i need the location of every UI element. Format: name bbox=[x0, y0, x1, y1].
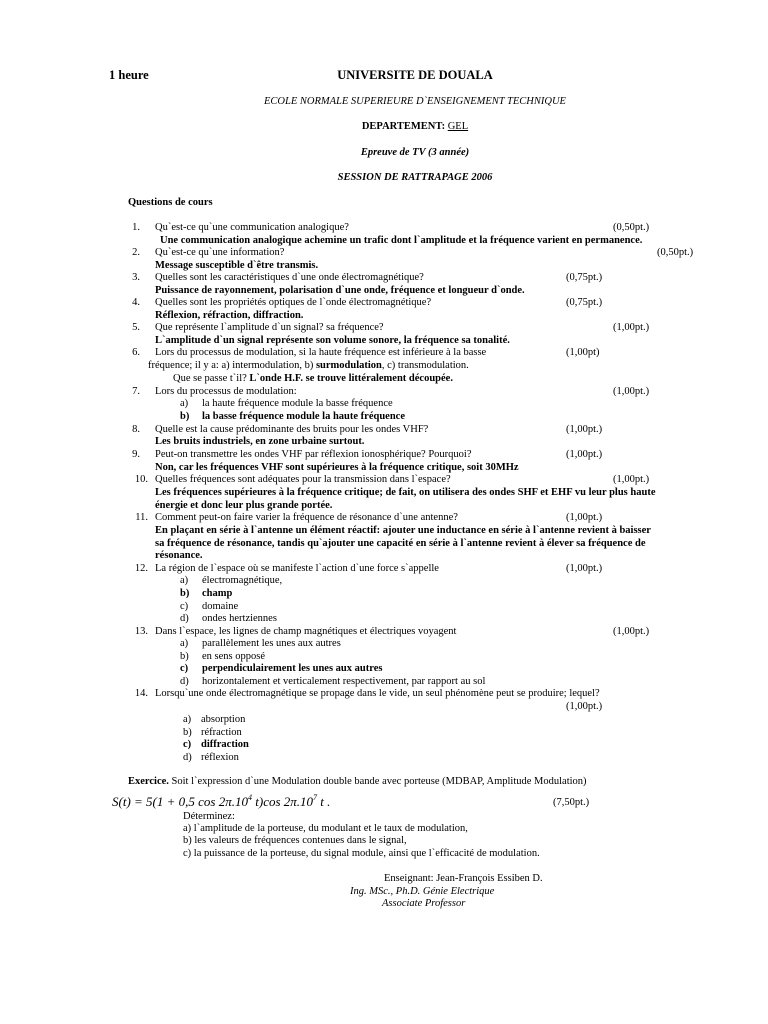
teacher-title: Associate Professor bbox=[382, 898, 466, 909]
option-label: c) bbox=[180, 601, 189, 612]
question-points: (1,00pt.) bbox=[566, 449, 603, 460]
exercise-determine: Déterminez: bbox=[183, 811, 235, 822]
option-text: réfraction bbox=[201, 727, 242, 738]
exercise-item: b) les valeurs de fréquences contenues dans le signal, bbox=[183, 835, 407, 846]
question-number: 4. bbox=[132, 297, 140, 308]
question-points: (0,50pt.) bbox=[657, 247, 694, 258]
question-points: (1,00pt.) bbox=[613, 626, 650, 637]
option-text: horizontalement et verticalement respectivement, par rapport au sol bbox=[202, 676, 486, 687]
formula-part: t)cos 2π.10 bbox=[252, 794, 314, 809]
option-label: d) bbox=[183, 752, 192, 763]
answer-text-continued: sa fréquence de résonance, tandis qu`ajouter une capacité en série à l`antenne revient à élever sa fréquence de bbox=[155, 538, 646, 549]
teacher-degree: Ing. MSc., Ph.D. Génie Electrique bbox=[350, 886, 495, 897]
section-title: Questions de cours bbox=[128, 197, 213, 208]
duration: 1 heure bbox=[109, 68, 149, 82]
option-text: ondes hertziennes bbox=[202, 613, 277, 624]
exercise-statement bbox=[128, 776, 587, 788]
question-text: Peut-on transmettre les ondes VHF par réflexion ionosphérique? Pourquoi? bbox=[155, 449, 472, 460]
question-points: (1,00pt) bbox=[566, 347, 600, 358]
answer-text-continued: énergie et donc leur plus grande portée. bbox=[155, 500, 333, 511]
answer-text: Puissance de rayonnement, polarisation d`une onde, fréquence et longueur d`onde. bbox=[155, 285, 525, 296]
department-line bbox=[300, 121, 530, 133]
option-label: a) bbox=[183, 714, 192, 725]
question-text: Qu`est-ce qu`une information? bbox=[155, 247, 285, 258]
option-label-correct: b) bbox=[180, 588, 190, 599]
option-label: d) bbox=[180, 613, 189, 624]
exam-name: Epreuve de TV (3 année) bbox=[360, 147, 470, 158]
option-text: parallèlement les unes aux autres bbox=[202, 638, 341, 649]
answer-text: L`amplitude d`un signal représente son volume sonore, la fréquence sa tonalité. bbox=[155, 335, 510, 346]
option-label: b) bbox=[183, 727, 192, 738]
question-text-continued bbox=[148, 360, 469, 372]
question-points: (1,00pt.) bbox=[613, 474, 650, 485]
answer-inline: surmodulation bbox=[315, 360, 382, 371]
department-label: DEPARTEMENT: bbox=[361, 121, 446, 132]
option-text: électromagnétique, bbox=[202, 575, 283, 586]
question-text: Quelle est la cause prédominante des bruits pour les ondes VHF? bbox=[155, 424, 429, 435]
option-text-correct: la basse fréquence module la haute fréquence bbox=[202, 411, 405, 422]
question-points: (1,00pt.) bbox=[613, 322, 650, 333]
session-title: SESSION DE RATTRAPAGE 2006 bbox=[337, 172, 493, 183]
question-points: (0,75pt.) bbox=[566, 272, 603, 283]
question-number: 2. bbox=[132, 247, 140, 258]
question-number: 13. bbox=[134, 626, 148, 637]
question-number: 9. bbox=[132, 449, 140, 460]
answer-text: Les bruits industriels, en zone urbaine surtout. bbox=[155, 436, 365, 447]
exercise-item: a) l`amplitude de la porteuse, du modulant et le taux de modulation, bbox=[183, 823, 468, 834]
question-number: 14. bbox=[134, 688, 148, 699]
option-text: domaine bbox=[202, 601, 239, 612]
department-value: GEL bbox=[447, 121, 469, 132]
question-number: 1. bbox=[132, 222, 140, 233]
question-text-part: Que se passe t`il? bbox=[173, 373, 250, 384]
question-points: (0,50pt.) bbox=[613, 222, 650, 233]
question-text: Quelles sont les caractéristiques d`une onde électromagnétique? bbox=[155, 272, 424, 283]
question-number: 3. bbox=[132, 272, 140, 283]
question-number: 5. bbox=[132, 322, 140, 333]
question-subquestion bbox=[173, 373, 453, 385]
option-label: a) bbox=[180, 638, 189, 649]
option-text: réflexion bbox=[201, 752, 239, 763]
answer-text: En plaçant en série à l`antenne un élément réactif: ajouter une inductance en série à l`antenne revient à baisser bbox=[155, 525, 651, 536]
question-number: 12. bbox=[134, 563, 148, 574]
answer-text: Message susceptible d`être transmis. bbox=[155, 260, 319, 271]
exercise-item: c) la puissance de la porteuse, du signal module, ainsi que l`efficacité de modulation. bbox=[183, 848, 540, 859]
modulation-formula bbox=[112, 792, 330, 808]
formula-exponent: 4 bbox=[248, 793, 252, 802]
question-text: La région de l`espace où se manifeste l`action d`une force s`appelle bbox=[155, 563, 439, 574]
option-text: absorption bbox=[201, 714, 246, 725]
option-label-correct: c) bbox=[183, 739, 192, 750]
exercise-points: (7,50pt.) bbox=[553, 797, 590, 808]
question-text: Lors du processus de modulation, si la haute fréquence est inférieure à la basse bbox=[155, 347, 487, 358]
exercise-intro: Soit l`expression d`une Modulation double bande avec porteuse (MDBAP, Amplitude Modulation) bbox=[168, 776, 587, 787]
option-label-correct: b) bbox=[180, 411, 190, 422]
question-points: (1,00pt.) bbox=[566, 563, 603, 574]
formula-exponent: 7 bbox=[313, 793, 318, 802]
option-label: d) bbox=[180, 676, 189, 687]
option-label-correct: c) bbox=[180, 663, 189, 674]
question-text: Quelles sont les propriétés optiques de l`onde électromagnétique? bbox=[155, 297, 432, 308]
question-text: Lorsqu`une onde électromagnétique se propage dans le vide, un seul phénomène peut se produire; lequel? bbox=[155, 688, 600, 699]
question-number: 7. bbox=[132, 386, 140, 397]
answer-text: Non, car les fréquences VHF sont supérieures à la fréquence critique, soit 30MHz bbox=[155, 462, 519, 473]
option-label: a) bbox=[180, 398, 189, 409]
university-title: UNIVERSITE DE DOUALA bbox=[337, 68, 493, 82]
answer-text: Une communication analogique achemine un trafic dont l`amplitude et la fréquence varient en permanence. bbox=[160, 235, 643, 246]
exercise-label: Exercice. bbox=[128, 776, 169, 787]
question-text: Que représente l`amplitude d`un signal? sa fréquence? bbox=[155, 322, 384, 333]
option-label: a) bbox=[180, 575, 189, 586]
answer-text: Les fréquences supérieures à la fréquence critique; de fait, on utilisera des ondes SHF et EHF vu leur plus haute bbox=[155, 487, 656, 498]
answer-text-continued: résonance. bbox=[155, 550, 203, 561]
question-points: (0,75pt.) bbox=[566, 297, 603, 308]
question-text-part: , c) transmodulation. bbox=[381, 360, 469, 371]
question-points: (1,00pt.) bbox=[566, 424, 603, 435]
question-text: Quelles fréquences sont adéquates pour la transmission dans l`espace? bbox=[155, 474, 451, 485]
question-points: (1,00pt.) bbox=[613, 386, 650, 397]
question-number: 10. bbox=[134, 474, 148, 485]
question-points: (1,00pt.) bbox=[566, 512, 603, 523]
question-text-part: fréquence; il y a: a) intermodulation, b) bbox=[148, 360, 316, 371]
formula-part: S(t) = 5(1 + 0,5 cos 2π.10 bbox=[112, 794, 248, 809]
question-text: Qu`est-ce qu`une communication analogique? bbox=[155, 222, 349, 233]
answer-text: Réflexion, réfraction, diffraction. bbox=[155, 310, 304, 321]
school-name: ECOLE NORMALE SUPERIEURE D`ENSEIGNEMENT TECHNIQUE bbox=[264, 96, 566, 107]
teacher-name: Enseignant: Jean-François Essiben D. bbox=[384, 873, 543, 884]
option-text-correct: champ bbox=[202, 588, 233, 599]
option-text-correct: perpendiculairement les unes aux autres bbox=[202, 663, 383, 674]
question-number: 8. bbox=[132, 424, 140, 435]
question-text: Dans l`espace, les lignes de champ magnétiques et électriques voyagent bbox=[155, 626, 457, 637]
answer-inline: L`onde H.F. se trouve littéralement découpée. bbox=[249, 373, 453, 384]
option-text: en sens opposé bbox=[202, 651, 265, 662]
formula-part: t . bbox=[317, 794, 331, 809]
option-text: la haute fréquence module la basse fréquence bbox=[202, 398, 393, 409]
question-text: Lors du processus de modulation: bbox=[155, 386, 297, 397]
question-number: 11. bbox=[135, 512, 148, 523]
question-points: (1,00pt.) bbox=[566, 701, 603, 712]
question-number: 6. bbox=[132, 347, 140, 358]
option-label: b) bbox=[180, 651, 189, 662]
option-text-correct: diffraction bbox=[201, 739, 249, 750]
question-text: Comment peut-on faire varier la fréquence de résonance d`une antenne? bbox=[155, 512, 458, 523]
